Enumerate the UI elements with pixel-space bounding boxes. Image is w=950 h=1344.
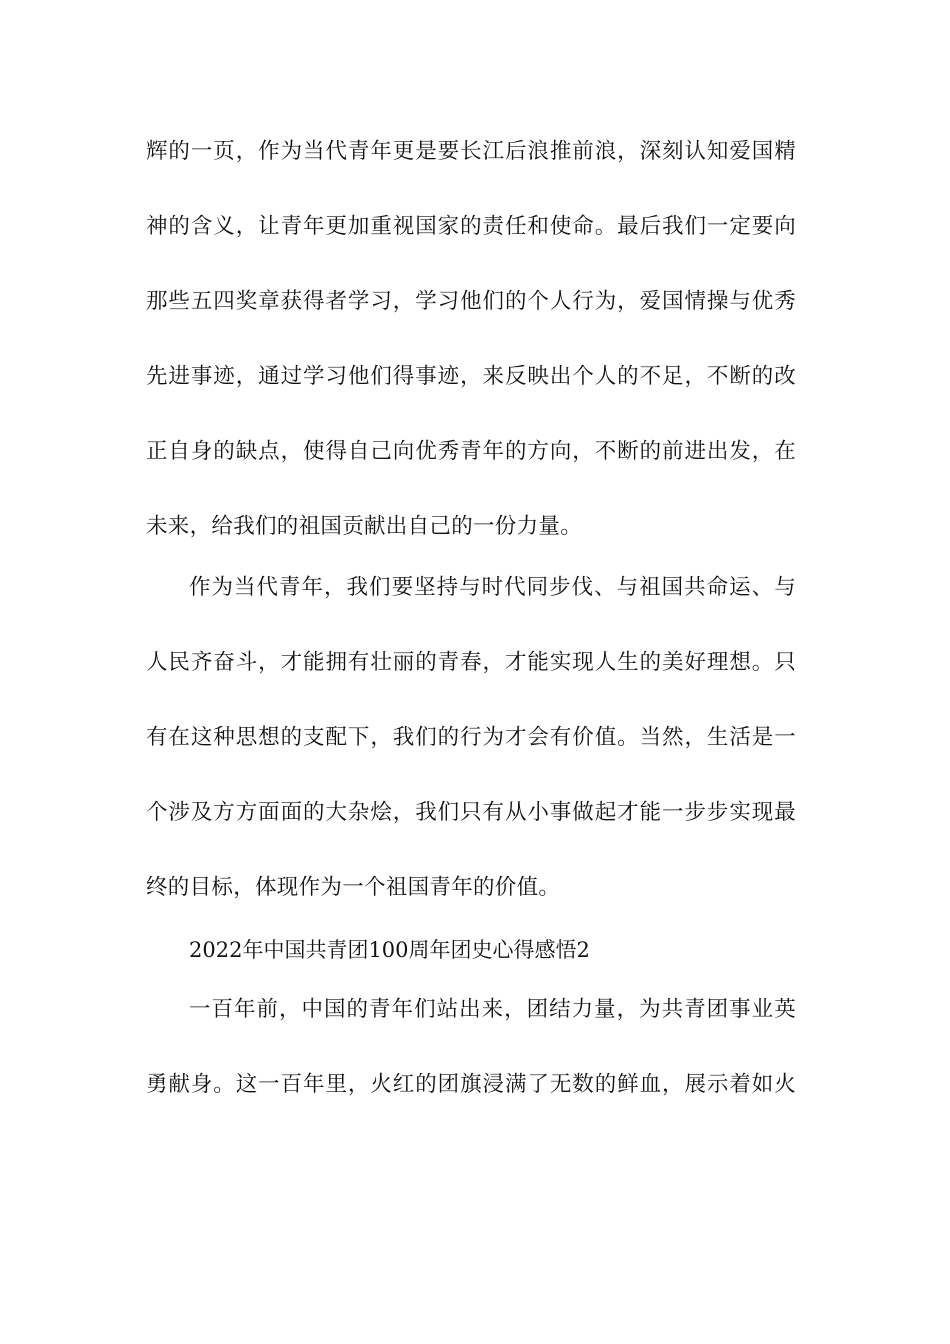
paragraph-line: 一百年前，中国的青年们站出来，团结力量，为共青团事业英 bbox=[189, 997, 796, 1022]
paragraph-line: 勇献身。这一百年里，火红的团旗浸满了无数的鲜血，展示着如火 bbox=[146, 1072, 796, 1097]
paragraph-line: 人民齐奋斗，才能拥有壮丽的青春，才能实现人生的美好理想。只 bbox=[146, 650, 796, 675]
paragraph-line: 终的目标，体现作为一个祖国青年的价值。 bbox=[146, 875, 561, 900]
paragraph-line: 那些五四奖章获得者学习，学习他们的个人行为，爱国情操与优秀 bbox=[146, 289, 796, 314]
paragraph-line: 未来，给我们的祖国贡献出自己的一份力量。 bbox=[146, 514, 583, 539]
paragraph-line: 神的含义，让青年更加重视国家的责任和使命。最后我们一定要向 bbox=[146, 214, 796, 239]
paragraph-line: 作为当代青年，我们要坚持与时代同步伐、与祖国共命运、与 bbox=[189, 575, 796, 600]
paragraph-line: 先进事迹，通过学习他们得事迹，来反映出个人的不足，不断的改 bbox=[146, 364, 796, 389]
paragraph-line: 辉的一页，作为当代青年更是要长江后浪推前浪，深刻认知爱国精 bbox=[146, 139, 796, 164]
paragraph-line: 有在这种思想的支配下，我们的行为才会有价值。当然，生活是一 bbox=[146, 725, 796, 750]
paragraph-line: 正自身的缺点，使得自己向优秀青年的方向，不断的前进出发，在 bbox=[146, 439, 796, 464]
section-heading: 2022年中国共青团100周年团史心得感悟2 bbox=[189, 938, 590, 962]
paragraph-line: 个涉及方方面面的大杂烩，我们只有从小事做起才能一步步实现最 bbox=[146, 800, 796, 825]
